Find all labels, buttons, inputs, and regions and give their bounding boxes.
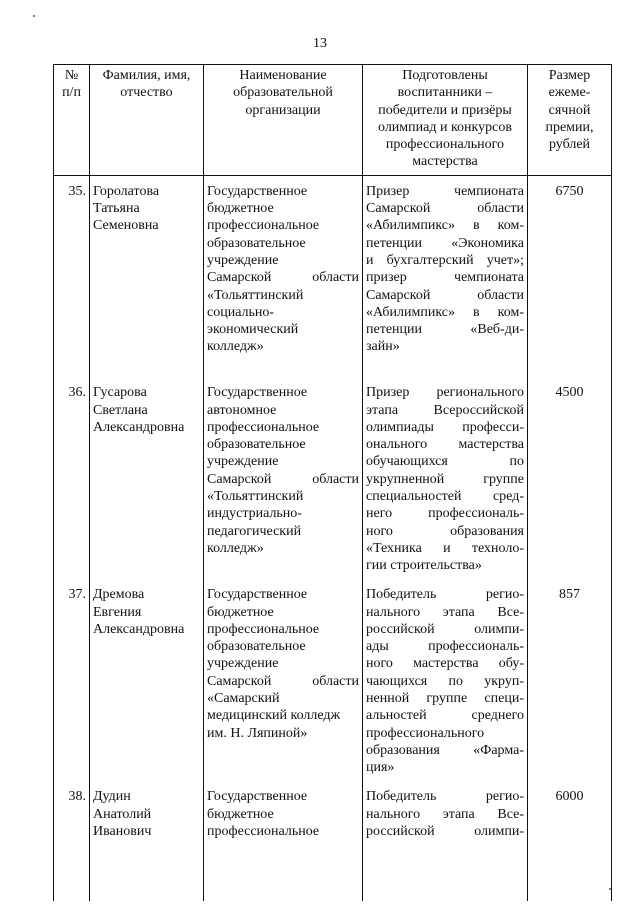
header-achievements: Подготовлены воспитанники – победители и призёры олимпиад и конкурсов профессионального мастерства [363, 65, 528, 176]
table-row [54, 781, 612, 901]
header-organization: Наименование образовательной организации [204, 65, 363, 176]
row-achievements: Победитель регио- нального этапа Все- российской олимпи- ады профессиональ- ного мастерства обу- чающихся по укруп- ненной группе специ- альностей среднего профессионального образования «Фарма- ция» [363, 579, 528, 781]
header-fio: Фамилия, имя, отчество [90, 65, 204, 176]
recipients-table [53, 64, 612, 901]
table-row [54, 377, 612, 579]
row-achievements: Призер регионального этапа Всероссийской олимпиады професси- онального мастерства обучающихся по укрупненной группе специальностей сред- него профессиональ- ного образования «Техника и техноло- гии строительства» [363, 377, 528, 579]
row-fio: Гусарова Светлана Александровна [90, 377, 204, 579]
row-number: 37. [54, 579, 90, 781]
page-number: 13 [313, 36, 327, 51]
row-fio: Дремова Евгения Александровна [90, 579, 204, 781]
table-row [54, 579, 612, 781]
row-organization: Государственное бюджетное профессиональное образовательное учреждение Самарской области «Тольяттинский социально- экономический колледж» [204, 175, 363, 377]
row-fio: Дудин Анатолий Иванович [90, 781, 204, 901]
row-organization: Государственное автономное профессиональное образовательное учреждение Самарской области «Тольяттинский индустриально- педагогический колледж» [204, 377, 363, 579]
row-achievements: Победитель регио- нального этапа Все- российской олимпи- [363, 781, 528, 901]
header-prize: Размер ежеме- сячной премии, рублей [528, 65, 612, 176]
row-prize: 6000 [528, 781, 612, 901]
row-prize: 857 [528, 579, 612, 781]
row-prize: 6750 [528, 175, 612, 377]
row-organization: Государственное бюджетное профессиональное образовательное учреждение Самарской области «Самарский медицинский колледж им. Н. Ляпиной» [204, 579, 363, 781]
table-header [54, 65, 612, 176]
row-number: 36. [54, 377, 90, 579]
row-number: 35. [54, 175, 90, 377]
scan-speck [33, 15, 35, 17]
table-row [54, 175, 612, 377]
row-prize: 4500 [528, 377, 612, 579]
row-organization: Государственное бюджетное профессиональное [204, 781, 363, 901]
row-fio: Горолатова Татьяна Семеновна [90, 175, 204, 377]
row-number: 38. [54, 781, 90, 901]
header-num: № п/п [54, 65, 90, 176]
row-achievements: Призер чемпионата Самарской области «Абилимпикс» в ком- петенции «Экономика и бухгалтерский учет»; призер чемпионата Самарской области «Абилимпикс» в ком- петенции «Веб-ди- зайн» [363, 175, 528, 377]
